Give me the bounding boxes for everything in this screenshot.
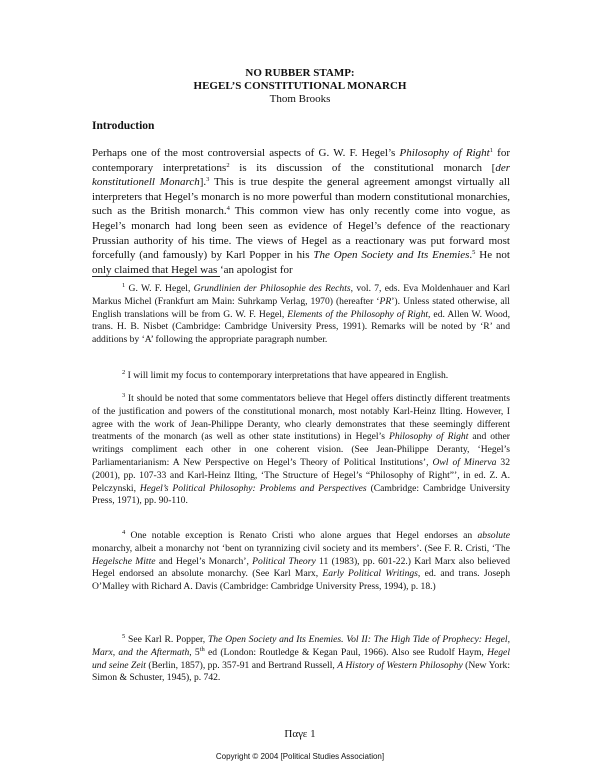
body-italic: der konstitutionell Monarch <box>92 161 511 189</box>
footnote-number: 3 <box>122 392 126 399</box>
body-text-run: Perhaps one of the most controversial aspects of G. W. F. Hegel’s <box>92 147 400 159</box>
footnote-5 <box>92 634 510 685</box>
footnote-ref: 3 <box>206 176 210 184</box>
page-number: Παγε 1 <box>284 728 316 740</box>
title-line-2: HEGEL’S CONSTITUTIONAL MONARCH <box>193 80 407 92</box>
footnote-text: It should be noted that some commentators believe that Hegel offers distinctly different treatments of the justification and powers of the constitutional monarch, most notably Karl-Heinz Ilting. However, I agree with the work of Jean-Philippe Deranty, who clearly demonstrates that these seemingly different treatments of the monarch (as well as other state institutions) in Hegel’s <box>92 393 510 443</box>
section-heading: Introduction <box>92 120 155 132</box>
footnote-text: I will limit my focus to contemporary interpretations that have appeared in English. <box>125 370 449 381</box>
footnote-italic: A History of Western Philosophy <box>337 659 463 671</box>
author-name: Thom Brooks <box>269 93 331 105</box>
body-text-run: ]. <box>199 176 207 189</box>
footnote-text: 32 (2001), pp. 107-33 and Karl-Heinz Ilting, ‘The Structure of Hegel’s “Philosophy of Right”’, in ed. Z. A. Pelczynski, <box>92 456 510 494</box>
footnote-text: (Berlin, 1857), pp. 357-91 and Bertrand Russell, <box>145 659 338 671</box>
footnote-italic: Hegel’s Political Philosophy: Problems and Perspectives <box>139 482 367 494</box>
footnote-text: ’). Unless stated otherwise, all English translations will be from G. W. F. Hegel, <box>92 295 510 320</box>
footnote-ref: 2 <box>226 161 230 169</box>
edition-superscript: th <box>199 645 205 653</box>
footnote-text: and other writings compliment each other in one coherent vision. (See Jean-Philippe Deranty, ‘Hegel’s Parliamentarianism: A New Perspective on Hegel’s Theory of Political Institutions’, <box>92 431 510 468</box>
footnote-italic: Philosophy of Right <box>388 431 469 443</box>
title-line-1: NO RUBBER STAMP: <box>245 67 355 79</box>
footnote-ref: 1 <box>489 147 493 154</box>
body-italic: The Open Society and Its Enemies <box>313 249 470 262</box>
footnote-text: (New York: Simon & Schuster, 1945), p. 742. <box>92 659 511 684</box>
body-text-run: This is true despite the general agreement amongst virtually all interpreters that Hegel’s monarch is no more powerful than modern constitutional monarchies, such as the British monarch. <box>92 176 511 218</box>
footnote-text: (Cambridge: Cambridge University Press, 1971), pp. 90-110. <box>92 482 510 507</box>
copyright-footer: Copyright © 2004 [Political Studies Association] <box>215 752 385 761</box>
footnote-italic: Grundlinien der Philosophie des Rechts <box>193 283 351 294</box>
footnote-text: One notable exception is Renato Cristi who alone argues that Hegel endorses an <box>125 530 478 541</box>
body-italic: Philosophy of Right <box>399 147 490 159</box>
footnote-text: , ed. and trans. Joseph O’Malley with Richard A. Davis (Cambridge: Cambridge University Press, 1994), p. 18.) <box>92 568 510 593</box>
footnote-3 <box>92 393 510 508</box>
footnote-number: 1 <box>122 282 126 289</box>
footnote-italic: PR <box>379 295 392 307</box>
footnote-4 <box>92 530 510 594</box>
footnote-number: 2 <box>122 369 126 376</box>
footnote-divider <box>92 276 220 277</box>
footnote-italic: Owl of Minerva <box>432 456 497 468</box>
footnote-text: See Karl R. Popper, <box>125 634 208 645</box>
footnote-text: , ed. Allen W. Wood, trans. H. B. Nisbet (Cambridge: Cambridge University Press, 1991). Remarks will be noted by ‘R’ and additions by ‘A’ following the appropriate paragraph number. <box>92 308 510 346</box>
footnote-italic: Early Political Writings <box>322 568 418 580</box>
footnote-text: and Hegel’s Monarch’, <box>155 555 253 567</box>
footnote-ref: 5 <box>472 249 476 257</box>
body-text-run: is its discussion of the constitutional monarch [ <box>229 161 496 174</box>
footnote-italic: absolute <box>477 530 510 541</box>
footnote-text: , 5 <box>189 646 200 658</box>
footnote-number: 4 <box>122 529 126 536</box>
body-text-run: for contemporary interpretations <box>92 147 511 174</box>
footnote-italic: Hegelsche Mitte <box>92 555 156 567</box>
body-text-run: . <box>469 249 473 262</box>
footnote-italic: Elements of the Philosophy of Right <box>287 308 429 320</box>
body-paragraph <box>92 146 510 277</box>
footnote-text: ed (London: Routledge & Kegan Paul, 1966). Also see Rudolf Haym, <box>204 646 488 658</box>
footnote-italic: Hegel und seine Zeit <box>92 646 510 671</box>
footnote-text: G. W. F. Hegel, <box>125 283 194 294</box>
footnote-1 <box>92 283 510 347</box>
footnote-ref: 4 <box>226 205 230 213</box>
footnote-text: monarchy, albeit a monarchy not ‘bent on tyrannizing civil society and its members’. (See F. R. Cristi, ‘The <box>92 542 510 554</box>
footnote-italic: The Open Society and Its Enemies. Vol II: The High Tide of Prophecy: Hegel, Marx, and the Aftermath <box>92 634 510 658</box>
footnote-2 <box>92 370 510 383</box>
body-text-run: This common view has only recently come into vogue, as Hegel’s monarch had long been seen as evidence of Hegel’s defence of the reactionary Prussian authority of his time. The views of Hegel as a reactionary was put forward most forcefully (and famously) by Karl Popper in his <box>92 205 510 262</box>
footnote-number: 5 <box>122 633 126 640</box>
body-text-run: He not only claimed that Hegel was ‘an apologist for <box>92 249 510 276</box>
footnote-text: 11 (1983), pp. 601-22.) Karl Marx also believed Hegel endorsed an absolute monarchy. (See Karl Marx, <box>92 555 510 580</box>
footnote-italic: Political Theory <box>252 555 316 567</box>
footnote-text: , vol. 7, eds. Eva Moldenhauer and Karl Markus Michel (Frankfurt am Main: Suhrkamp Verlag, 1970) (hereafter ‘ <box>92 283 510 307</box>
